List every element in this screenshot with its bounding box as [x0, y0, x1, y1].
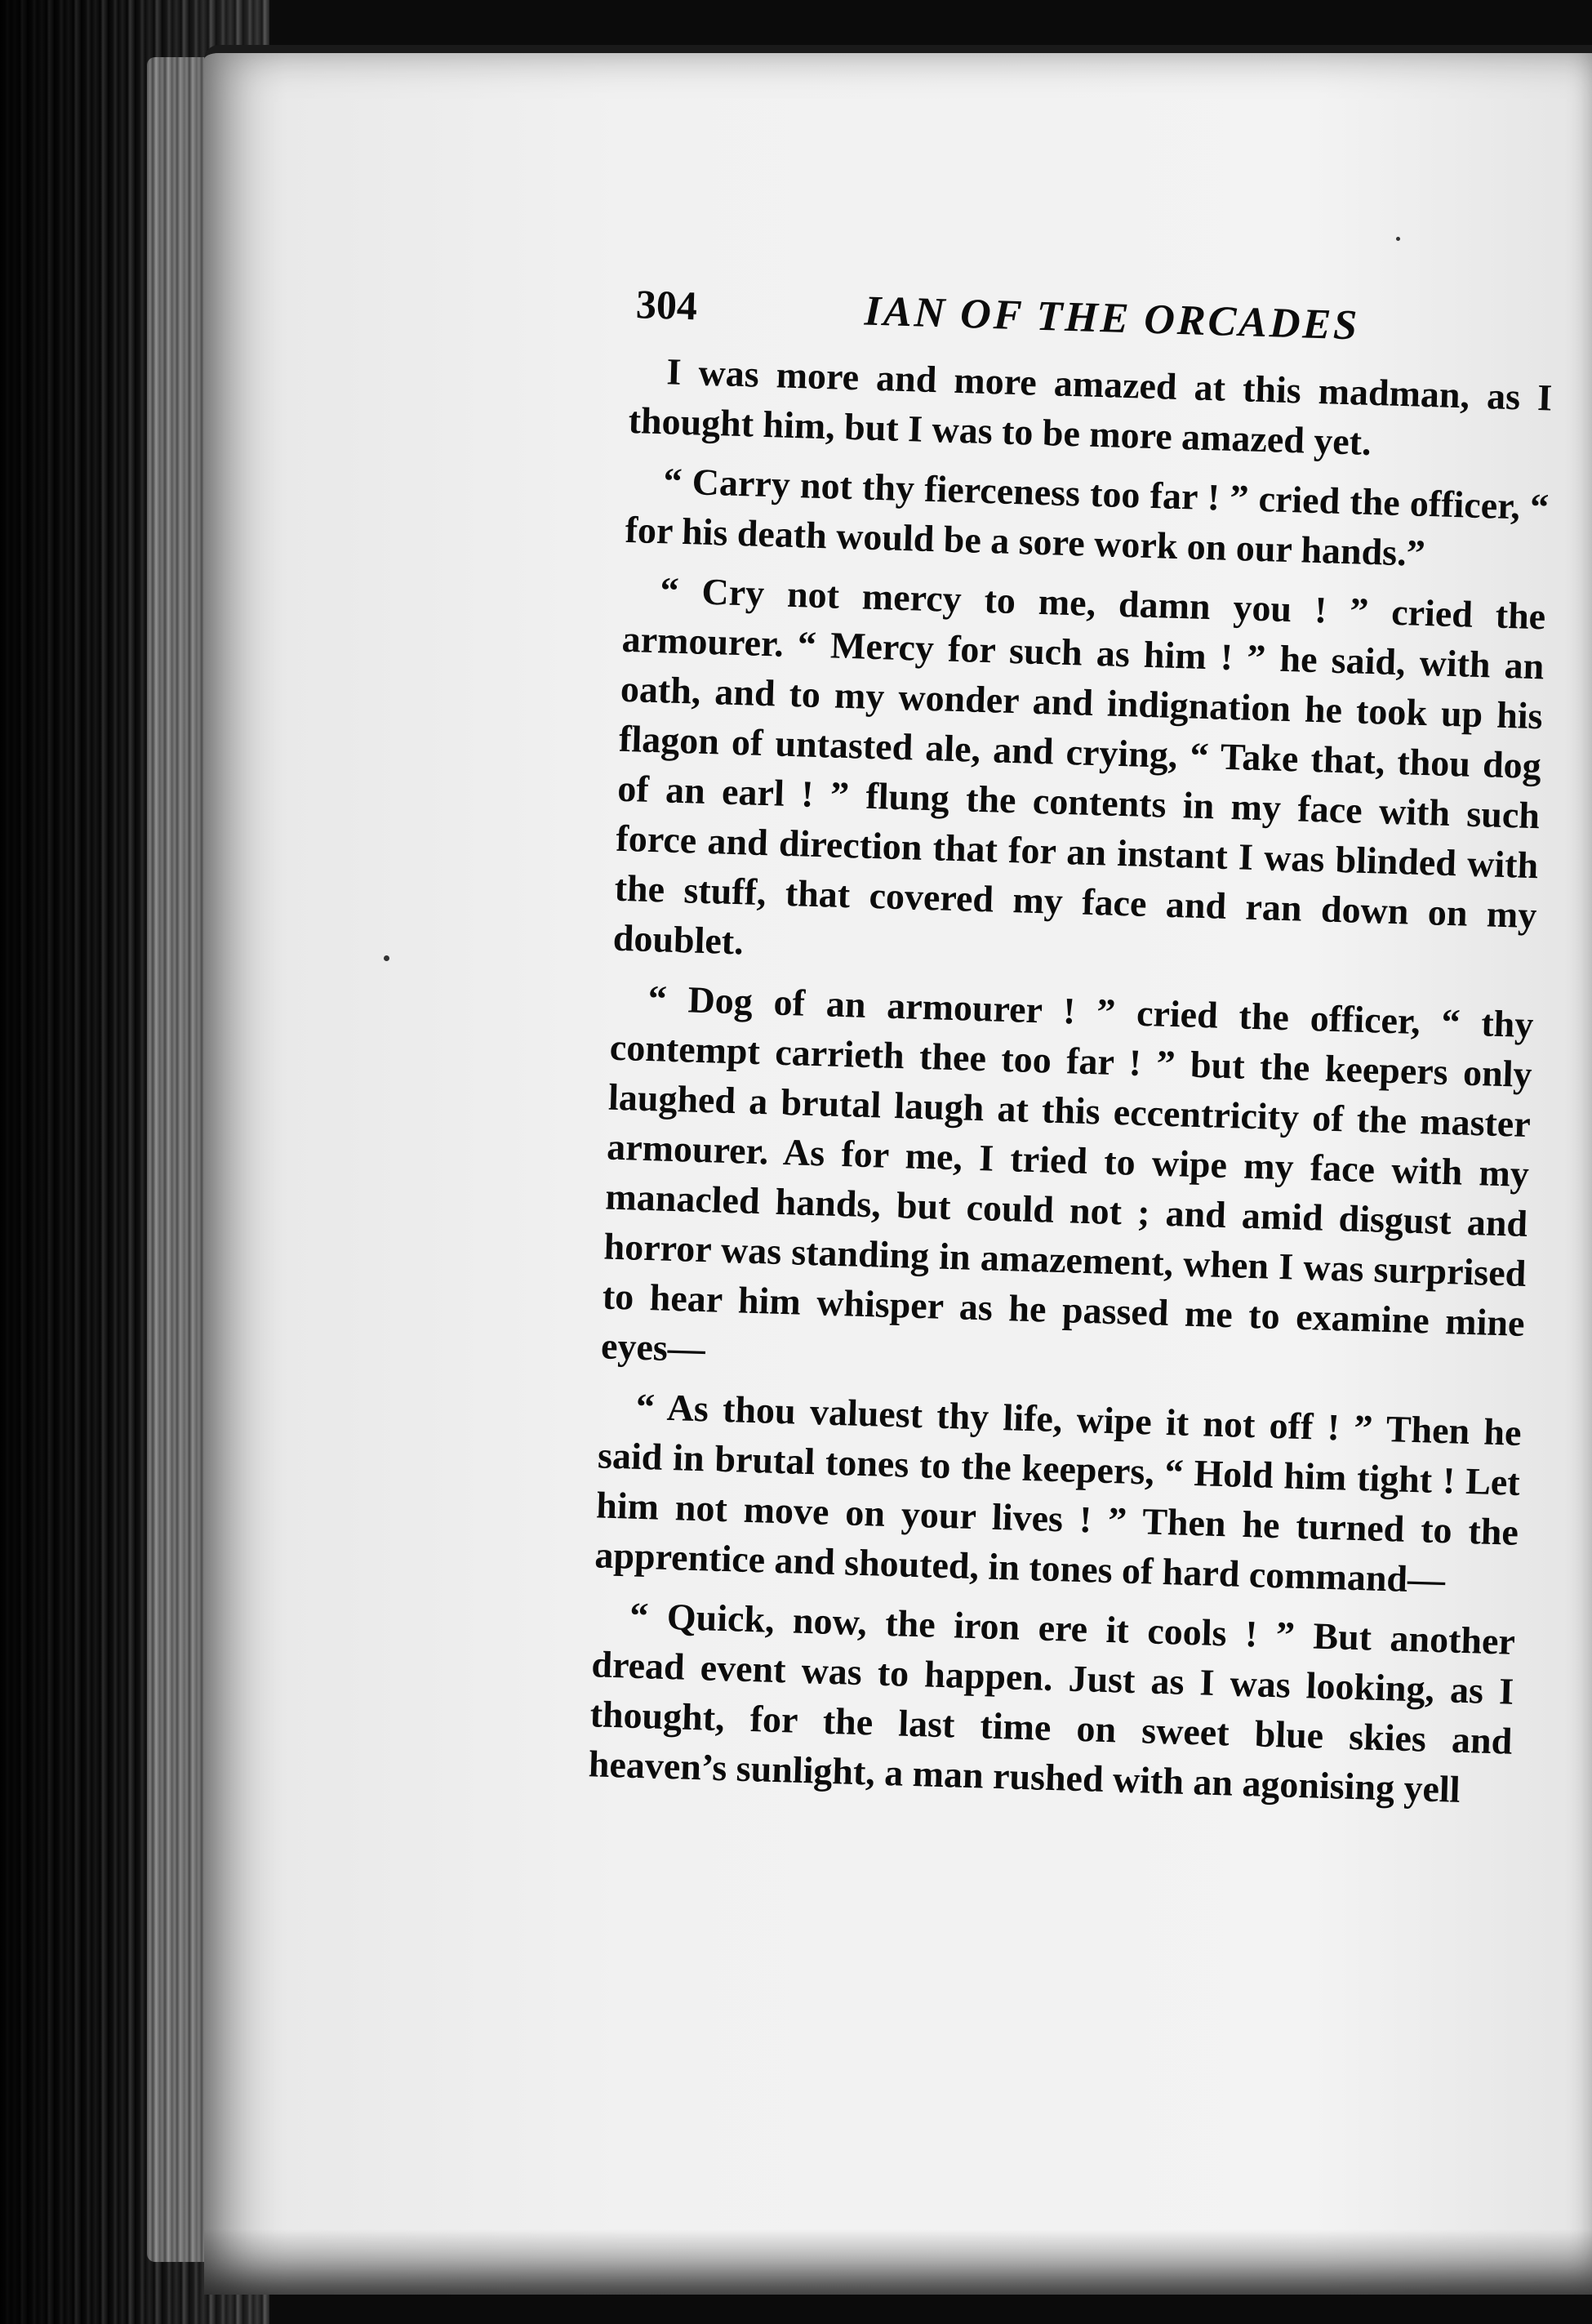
page-text-block [367, 274, 1555, 1826]
page-bottom-shadow [204, 2229, 1592, 2295]
paragraph: “ Cry not mercy to me, damn you ! ” cried the armourer. “ Mercy for such as him ! ” he said, with an oath, and to my wonder and indignation he took up his flagon of untasted ale, and crying, “ Take that, thou dog of an earl ! ” flung the contents in my face with such force and direction that for an instant I was blinded with the stuff, that covered my face and ran down on my doublet. [612, 569, 1546, 963]
body-text [588, 345, 1553, 1816]
paragraph: I was more and more amazed at this madman, as I thought him, but I was to be more amazed yet. [628, 350, 1553, 463]
paragraph: “ Quick, now, the iron ere it cools ! ” But another dread event was to happen. Just as I was looking, as I thought, for the last time on sweet blue skies and heaven’s sunlight, a man rushed with an agonising yell [588, 1594, 1516, 1810]
paragraph: “ Carry not thy fierceness too far ! ” cried the officer, “ for his death would be a sore work on our hands.” [625, 460, 1550, 574]
page-number: 304 [635, 281, 698, 329]
paragraph: “ As thou valuest thy life, wipe it not off ! ” Then he said in brutal tones to the keepers, “ Hold him tight ! Let him not move on your lives ! ” Then he turned to the apprentice and shouted, in tones of hard command— [594, 1385, 1523, 1601]
paragraph: “ Dog of an armourer ! ” cried the officer, “ thy contempt carrieth thee too far ! ” but the keepers only laughed a brutal laugh at this eccentricity of the master armourer. As for me, I tried to wipe my face with my manacled hands, but could not ; and amid disgust and horror was standing in amazement, when I was surprised to hear him whisper as he passed me to examine mine eyes— [600, 977, 1535, 1370]
dust-speck [384, 955, 389, 961]
dust-speck [1396, 237, 1400, 241]
book-title: IAN OF THE ORCADES [864, 287, 1360, 349]
